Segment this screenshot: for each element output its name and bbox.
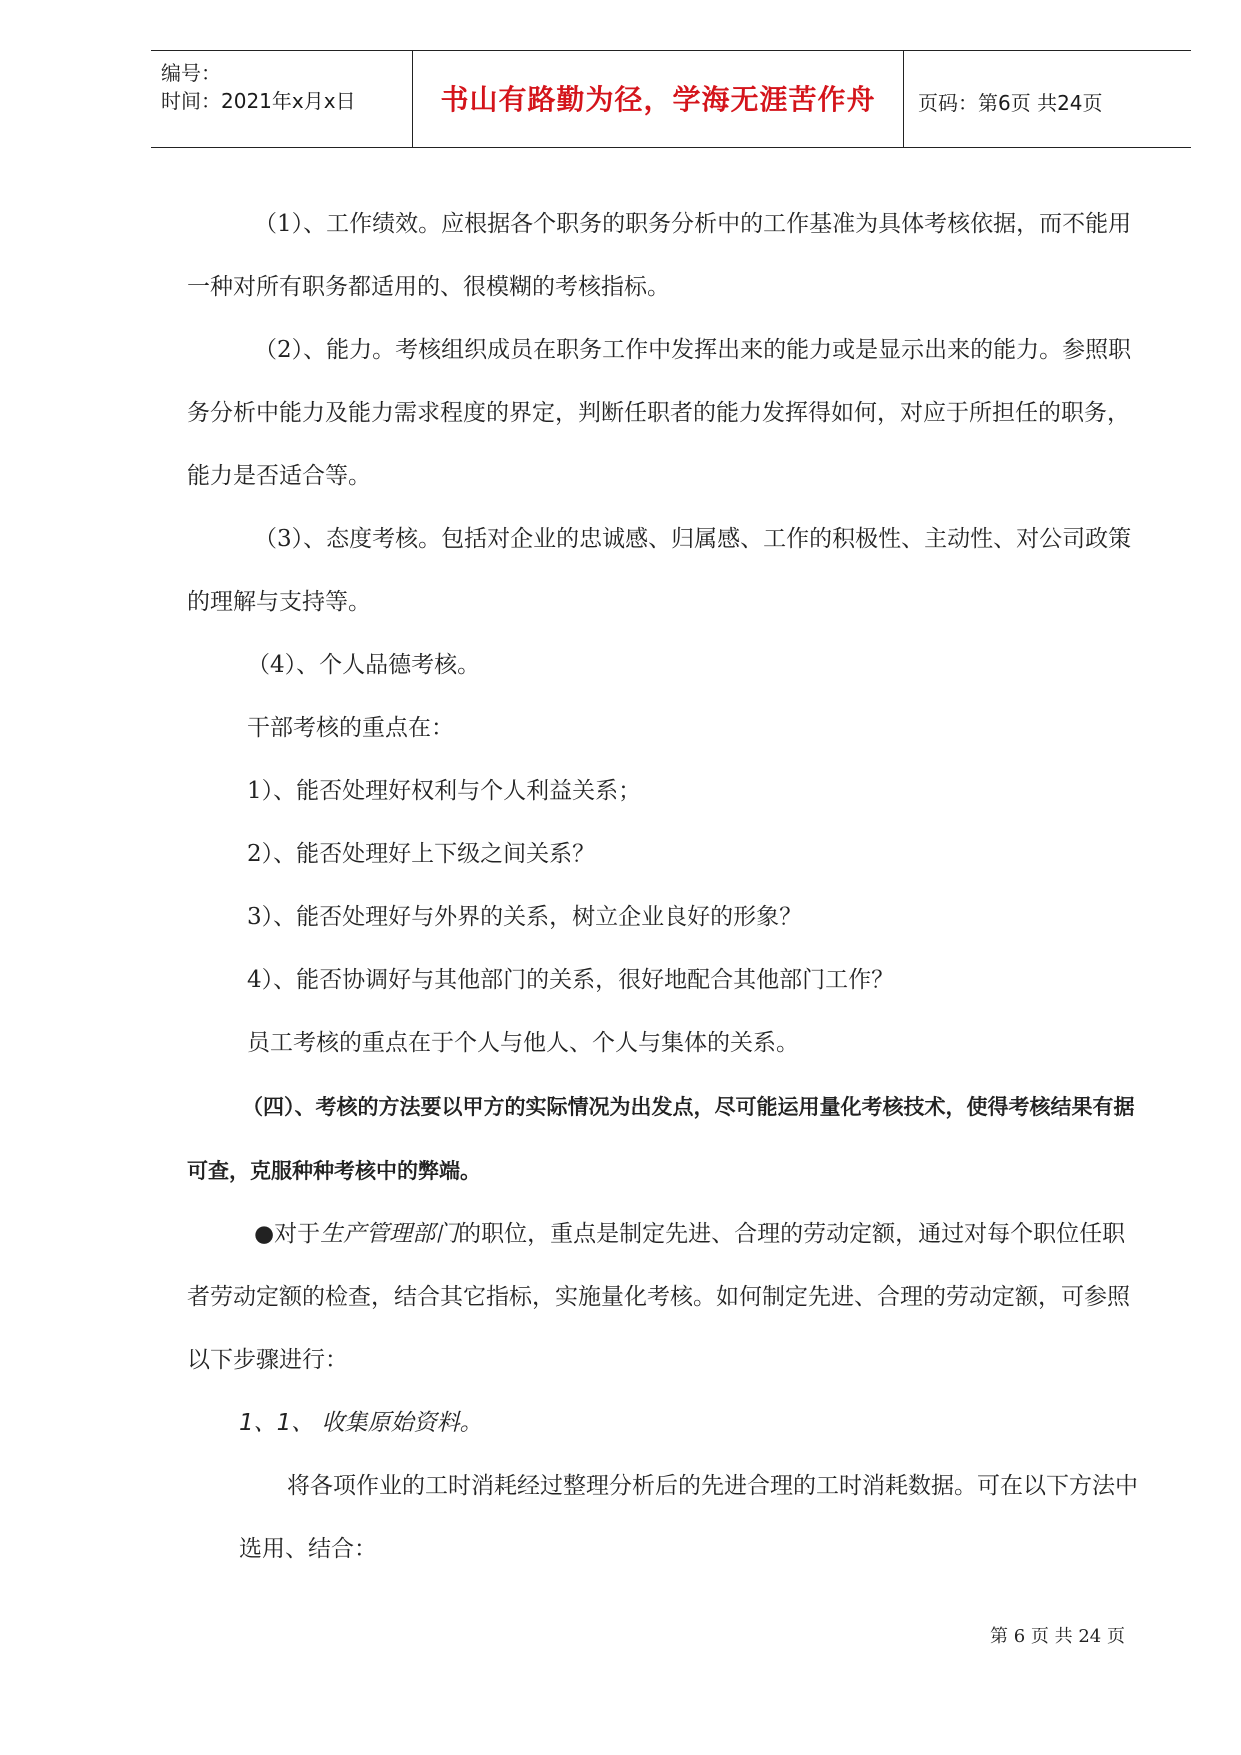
page-header — [151, 50, 1191, 148]
paragraph-ability: （2）、能力。考核组织成员在职务工作中发挥出来的能力或是显示出来的能力。参照职务分析中能力及能力需求程度的界定，判断任职者的能力发挥得如何，对应于所担任的职务，能力是否适合等。 — [187, 337, 1132, 489]
page-footer: 第 6 页 共 24 页 — [990, 1626, 1125, 1647]
header-page-number: 页码：第6页 共24页 — [918, 91, 1103, 115]
section-heading-methods: （四）、考核的方法要以甲方的实际情况为出发点，尽可能运用量化考核技术，使得考核结果有据可查，克服种种考核中的弊端。 — [187, 1094, 1135, 1183]
document-number-label: 编号： — [161, 61, 221, 85]
document-time-label: 时间：2021年x月x日 — [161, 89, 356, 113]
document-body — [187, 193, 1147, 1581]
paragraph-attitude: （3）、态度考核。包括对企业的忠诚感、归属感、工作的积极性、主动性、对公司政策的理解与支持等。 — [187, 526, 1132, 615]
list-item-cadre-4: 4）、能否协调好与其他部门的关系，很好地配合其他部门工作？ — [247, 967, 895, 993]
header-motto-cell — [413, 51, 904, 147]
paragraph-staff-focus: 员工考核的重点在于个人与他人、个人与集体的关系。 — [247, 1030, 799, 1056]
emphasis-production-dept: 生产管理部门 — [320, 1221, 459, 1247]
list-item-cadre-1: 1）、能否处理好权利与个人利益关系； — [247, 778, 642, 804]
header-meta-cell — [151, 51, 413, 147]
paragraph-work-performance: （1）、工作绩效。应根据各个职务的职务分析中的工作基准为具体考核依据，而不能用一种对所有职务都适用的、很模糊的考核指标。 — [187, 211, 1132, 300]
paragraph-production-dept — [187, 1203, 1147, 1392]
paragraph-morality: （4）、个人品德考核。 — [247, 652, 481, 678]
subheading-collect-data: 1、1、 收集原始资料。 — [239, 1410, 483, 1436]
paragraph-cadre-focus: 干部考核的重点在： — [247, 715, 454, 741]
list-item-cadre-2: 2）、能否处理好上下级之间关系？ — [247, 841, 596, 867]
header-page-cell — [904, 51, 1191, 147]
paragraph-production-text: 的职位，重点是制定先进、合理的劳动定额，通过对每个职位任职者劳动定额的检查，结合其它指标，实施量化考核。如何制定先进、合理的劳动定额，可参照以下步骤进行： — [187, 1221, 1130, 1373]
header-motto: 书山有路勤为径，学海无涯苦作舟 — [440, 83, 876, 116]
list-item-cadre-3: 3）、能否处理好与外界的关系，树立企业良好的形象？ — [247, 904, 803, 930]
bullet-prefix: ●对于 — [254, 1221, 321, 1247]
paragraph-collect-data: 将各项作业的工时消耗经过整理分析后的先进合理的工时消耗数据。可在以下方法中选用、结合： — [239, 1473, 1138, 1562]
